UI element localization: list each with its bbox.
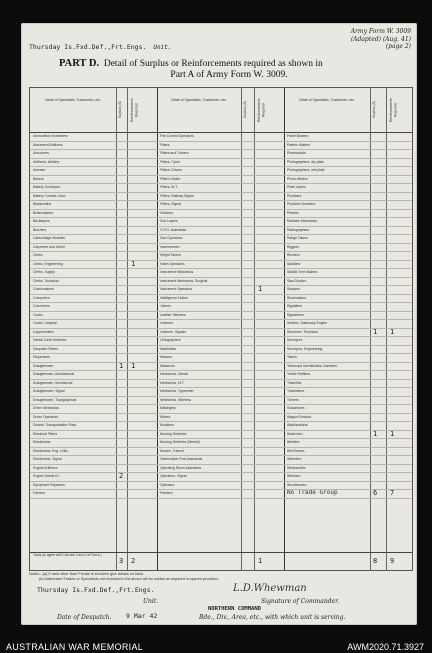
trade-name: Surveyors: [287, 338, 303, 342]
trade-name: Turners: [287, 397, 299, 402]
notes: [29, 572, 219, 582]
trade-name: Equipment Repairers: [33, 482, 65, 487]
archive-id: AWM2020.71.3927: [347, 642, 424, 652]
trade-name: Instrument Operators: [160, 287, 193, 291]
trade-name: Riveters: [287, 253, 300, 257]
trade-name: Fitters, Cycle: [160, 159, 180, 164]
trade-name: Saw Doctors: [287, 278, 307, 283]
trade-name: Computers: [33, 295, 50, 300]
surplus-value: 6: [373, 489, 378, 497]
trade-name: Farriers: [33, 491, 45, 495]
trade-name: Boilermakers: [33, 210, 53, 215]
trade-name: Textile Refitters: [287, 372, 311, 376]
col-header-surplus: Surplus (S): [372, 101, 376, 119]
col-header-reinforcements: Reinforcements Required: [389, 98, 398, 122]
trade-name: Draughtsmen: [33, 363, 54, 368]
trade-name: Operating Room Assistants: [160, 465, 202, 470]
trade-name: Opticians: [160, 482, 175, 487]
part-label: PART D.: [59, 58, 100, 69]
part-title: [59, 58, 399, 81]
note-a: Notes—(a) If rank other than Private is involved give details on back.: [29, 572, 145, 576]
trade-name: Fitters and Turners: [160, 151, 189, 155]
trade-name: Joiners: [160, 304, 171, 308]
trade-name: Carpenter and Joiner: [33, 244, 65, 249]
row-line: [30, 498, 412, 508]
bottom-unit-typed: Thursday Is.Fxd.Def.,Frt.Engs.: [37, 586, 155, 594]
trade-name: Machinists: [160, 346, 177, 351]
trade-name: Watermen: [287, 431, 303, 436]
archive-name: AUSTRALIAN WAR MEMORIAL: [6, 642, 144, 652]
surplus-value: 1: [119, 361, 124, 370]
trade-name: Watchmakers: [287, 423, 308, 427]
trade-name: Coachmakers: [33, 287, 54, 291]
trade-name: Moulders: [160, 423, 174, 427]
trade-name: Masseurs: [160, 363, 175, 368]
unit-label: Unit.: [153, 44, 172, 51]
trade-name: Dispensers: [33, 355, 50, 359]
trade-name: Coppersmiths: [33, 329, 54, 334]
trade-name: Despatch Riders: [33, 346, 59, 351]
trade-name: Nursing Orderlies (Mental): [160, 440, 200, 444]
archive-footer: [0, 630, 432, 653]
trade-name: Driver Operators: [33, 414, 59, 419]
trade-name: Intelligence Duties: [160, 295, 188, 300]
trade-name: No Trade Group: [287, 489, 338, 496]
trade-name: Nurses, Trained: [160, 448, 184, 453]
trade-name: Fire Control Operators: [160, 134, 194, 138]
reinforcement-value: 7: [390, 489, 395, 497]
trade-name: Painters: [160, 491, 173, 495]
form-page: [21, 23, 417, 625]
col-header-reinforcements: Reinforcements Required: [257, 98, 266, 122]
trade-name: Mechanics, Dental: [160, 372, 188, 376]
trade-name: Height Takers: [160, 253, 181, 257]
reinforcement-value: 1: [131, 259, 136, 268]
trade-name: Concretors: [33, 304, 50, 308]
surplus-value: 1: [373, 327, 378, 336]
trade-name: Wagon Erectors: [287, 414, 312, 419]
trade-name: Grinders: [160, 210, 174, 215]
trade-name: Panel Beaters: [287, 134, 309, 138]
trade-name: Observation Post Assistants: [160, 457, 203, 461]
trade-name: Electricians: [33, 440, 51, 444]
trade-name: Signallers: [287, 304, 302, 308]
trade-name: Draughtsmen, Mechanical: [33, 380, 73, 385]
title-line-2: Part A of Army Form W. 3009.: [170, 70, 288, 80]
trade-name: Clerks, Technical: [33, 278, 59, 283]
trade-name: Clerks: [33, 253, 43, 257]
trade-name: Drivers, Transportation Plant: [33, 423, 76, 427]
trade-name: Cooks: [33, 312, 43, 317]
unit-typed: [29, 43, 171, 51]
title-line-1: Detail of Surplus or Reinforcements required as shown in: [103, 59, 323, 69]
trade-name: Sawyers: [287, 287, 301, 291]
command-typed: NORTHERN COMMAND: [208, 606, 261, 612]
trade-name: Saddlers: [287, 261, 301, 266]
trade-name: Fitters, Signal: [160, 202, 181, 206]
trade-name: Shoemakers: [287, 295, 307, 300]
command-label: Bde., Div., Area, etc., with which unit is serving.: [199, 614, 346, 621]
trade-name: Driver Mechanics: [33, 406, 60, 410]
note-b: (b) Authorised Trades or Specialists not included in list above will be added as required in spaces provided.: [39, 577, 219, 581]
trade-name: Stokers, Stationary Engine: [287, 321, 328, 325]
trade-name: Photo-Writers: [287, 176, 308, 181]
trade-name: Linemen: [160, 321, 174, 325]
trade-name: Fitters, Railway Signal: [160, 193, 194, 198]
trade-name: Bricklayers: [33, 219, 50, 223]
trade-name: Linemen, Signals: [160, 329, 187, 334]
trade-name: Butchers: [33, 227, 47, 232]
total-surplus: 8: [373, 557, 378, 565]
trade-name: Pharmacists: [287, 151, 306, 155]
trade-name: Gun Layers: [160, 219, 178, 223]
trade-name: Camouflage Modeller: [33, 236, 66, 240]
col-header-surplus: Surplus (S): [118, 101, 122, 119]
trade-name: Tailors: [287, 355, 297, 359]
trade-name: Engine Artificers: [33, 465, 58, 470]
trade-name: Draughtsmen, Signal: [33, 389, 65, 393]
trade-name: Masons: [160, 355, 172, 359]
trade-name: Photographers, dry plate: [287, 159, 325, 164]
trade-name: Wiremen: [287, 474, 301, 478]
commander-signature: L.D.Whewman: [233, 583, 307, 594]
trade-name: Fitters, M.T.: [160, 185, 178, 189]
trade-name: Whitesmiths: [287, 465, 306, 470]
total-reinforcements: 9: [390, 557, 395, 565]
trade-name: Storemen, Technical: [287, 329, 318, 334]
trade-name: Mechanics, M.T.: [160, 380, 185, 385]
trade-name: Ammunition Examiners: [33, 134, 68, 138]
col-header-surplus: Surplus (S): [243, 101, 247, 119]
trade-name: Operators, Signal: [160, 474, 187, 478]
trade-name: Electricians, Eng. Units: [33, 448, 68, 453]
bottom-unit-label: Unit.: [143, 598, 159, 605]
trade-name: Photographers, wet plate: [287, 168, 325, 172]
trade-name: Axemen: [33, 168, 46, 172]
page-number: (page 2): [385, 43, 411, 50]
total-reinforcements: 1: [258, 557, 263, 565]
trade-name: Engine Hands I/C: [33, 474, 60, 478]
trade-name: Cooks, Hospital: [33, 321, 57, 325]
signature-label: Signature of Commander.: [261, 598, 340, 605]
trade-name: Clerks, Engineering: [33, 261, 63, 266]
trade-name: Lithographers: [160, 338, 181, 342]
despatch-date: 9 Mar 42: [126, 612, 158, 620]
trade-name: Hammermen: [160, 244, 180, 249]
surplus-value: 2: [119, 472, 124, 480]
trade-name: Riggers: [287, 244, 299, 249]
trade-name: Bakers: [33, 176, 44, 181]
trade-name: Millwrights: [160, 406, 176, 410]
col-header-reinforcements: Reinforcements Required: [130, 98, 139, 122]
trade-name: Fitters: [160, 142, 170, 147]
trade-name: Telescope Identification Numbers: [287, 363, 337, 368]
trade-name: Predictor Numbers: [287, 202, 316, 206]
trade-name: Artificers, Artillery: [33, 159, 60, 164]
total-surplus: 3: [119, 557, 124, 565]
surplus-value: 1: [373, 429, 378, 438]
despatch-label: Date of Despatch.: [57, 614, 112, 621]
col-header-detail: Detail of Specialists, Tradesmen, etc.: [171, 98, 227, 102]
trade-name: Draughtsmen, Architectural: [33, 372, 74, 376]
trade-name: Saddle Tree Makers: [287, 270, 318, 274]
trade-name: Radiator Mechanics: [287, 219, 317, 223]
trade-name: Mechanics, Typewriter: [160, 389, 194, 393]
trade-name: Tinsmiths: [287, 380, 302, 385]
trade-name: Printers: [287, 210, 299, 215]
trade-name: Wheelers: [287, 457, 302, 461]
form-adapted: (Adapted) (Aug. 41): [350, 35, 411, 43]
trade-name: Armourers: [33, 151, 49, 155]
trade-name: Welders: [287, 440, 300, 444]
trade-name: Holes Operators: [160, 261, 185, 266]
trade-name: Plate Layers: [287, 185, 306, 189]
trade-name: Dental Clerk Orderlies: [33, 338, 67, 342]
trade-name: Pattern Makers: [287, 142, 310, 147]
reinforcement-value: 1: [258, 285, 263, 293]
col-header-detail: Detail of Specialists, Tradesmen, etc.: [45, 98, 101, 102]
totals-label: Totals (to agree with Columns 3 and 4 of Part A.): [33, 553, 102, 557]
trade-name: Fitter's Mates: [160, 176, 181, 181]
total-reinforcements: 2: [131, 557, 136, 565]
trade-name: Battery Comdrs. Asst.: [33, 193, 66, 198]
trade-name: Woodturners: [287, 482, 307, 487]
trade-name: Nursing Orderlies: [160, 431, 187, 436]
trade-name: Blacksmiths: [33, 202, 52, 206]
trade-name: Clerks, Supply: [33, 270, 55, 274]
trade-name: Battery Surveyors: [33, 185, 60, 189]
trade-name: Vulcanisers: [287, 406, 305, 410]
trade-name: Leather Stitchers: [160, 312, 186, 317]
reinforcement-value: 1: [390, 327, 395, 336]
trade-name: Range Takers: [287, 236, 308, 240]
trade-name: Fitters, Drivers: [160, 168, 183, 172]
trade-name: Electrical Fitters: [33, 431, 58, 436]
trade-name: G.P.O. Assistants: [160, 227, 187, 232]
trade-name: Electricians, Signal: [33, 457, 62, 461]
reinforcement-value: 1: [131, 361, 136, 370]
form-id-block: [351, 28, 411, 51]
trade-name: Mechanics, Wireless: [160, 397, 192, 402]
col-header-detail: Detail of Specialists, Tradesmen, etc.: [299, 98, 355, 102]
detail-table: [29, 87, 413, 571]
trade-name: Draughtsmen, Topographical: [33, 397, 77, 402]
trade-name: Surveyors, Engineering: [287, 346, 323, 351]
trade-name: Gun Operators: [160, 236, 183, 240]
trade-name: Miners: [160, 414, 171, 419]
trade-name: Toolmakers: [287, 389, 305, 393]
trade-name: Armament Artificers: [33, 142, 63, 147]
reinforcement-value: 1: [390, 429, 395, 438]
form-id: Army Form W. 3009: [350, 28, 411, 35]
unit-name: Thursday Is.Fxd.Def.,Frt.Engs.: [29, 43, 147, 51]
trade-name: Plumbers: [287, 193, 302, 198]
trade-name: Signwriters: [287, 312, 304, 317]
trade-name: Radiographers: [287, 227, 310, 232]
trade-name: Instrument Mechanics, Surgical: [160, 278, 208, 283]
trade-name: Instrument Mechanics: [160, 270, 194, 274]
trade-name: Well Borers: [287, 448, 305, 453]
